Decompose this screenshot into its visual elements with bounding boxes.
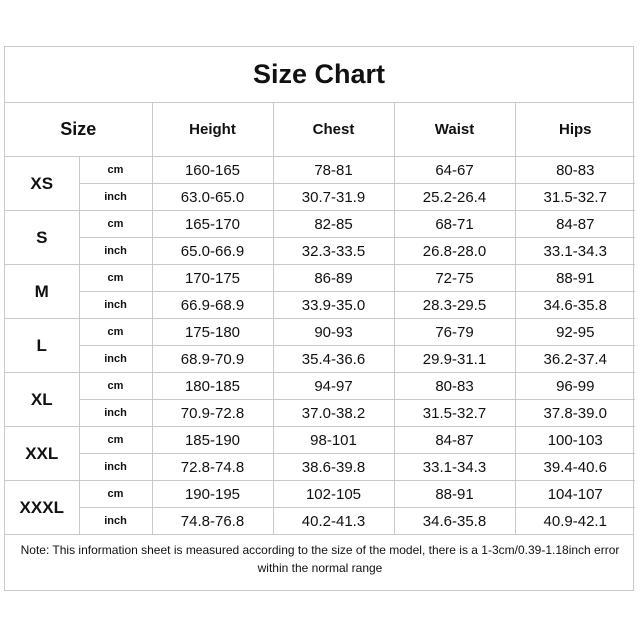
hips-value: 40.9-42.1: [515, 508, 635, 535]
unit-label: cm: [79, 157, 152, 184]
size-row-cm: [5, 265, 635, 292]
waist-value: 34.6-35.8: [394, 508, 515, 535]
height-value: 72.8-74.8: [152, 454, 273, 481]
height-value: 65.0-66.9: [152, 238, 273, 265]
waist-value: 68-71: [394, 211, 515, 238]
size-row-inch: [5, 184, 635, 211]
size-row-inch: [5, 508, 635, 535]
header-chest: Chest: [273, 103, 394, 157]
height-value: 185-190: [152, 427, 273, 454]
hips-value: 88-91: [515, 265, 635, 292]
hips-value: 31.5-32.7: [515, 184, 635, 211]
height-value: 68.9-70.9: [152, 346, 273, 373]
waist-value: 64-67: [394, 157, 515, 184]
size-label: XXL: [5, 427, 79, 481]
size-row-cm: [5, 211, 635, 238]
height-value: 160-165: [152, 157, 273, 184]
size-label: L: [5, 319, 79, 373]
waist-value: 33.1-34.3: [394, 454, 515, 481]
chest-value: 37.0-38.2: [273, 400, 394, 427]
height-value: 63.0-65.0: [152, 184, 273, 211]
unit-label: inch: [79, 184, 152, 211]
chest-value: 38.6-39.8: [273, 454, 394, 481]
size-label: XS: [5, 157, 79, 211]
size-row-inch: [5, 292, 635, 319]
hips-value: 92-95: [515, 319, 635, 346]
unit-label: cm: [79, 319, 152, 346]
waist-value: 26.8-28.0: [394, 238, 515, 265]
unit-label: cm: [79, 427, 152, 454]
chest-value: 30.7-31.9: [273, 184, 394, 211]
hips-value: 33.1-34.3: [515, 238, 635, 265]
chart-title: Size Chart: [5, 47, 633, 103]
size-label: XL: [5, 373, 79, 427]
height-value: 175-180: [152, 319, 273, 346]
chest-value: 82-85: [273, 211, 394, 238]
waist-value: 76-79: [394, 319, 515, 346]
size-row-cm: [5, 481, 635, 508]
unit-label: inch: [79, 508, 152, 535]
size-row-cm: [5, 157, 635, 184]
size-row-inch: [5, 238, 635, 265]
chest-value: 86-89: [273, 265, 394, 292]
hips-value: 104-107: [515, 481, 635, 508]
size-table: [5, 103, 635, 534]
size-label: M: [5, 265, 79, 319]
waist-value: 29.9-31.1: [394, 346, 515, 373]
height-value: 70.9-72.8: [152, 400, 273, 427]
waist-value: 25.2-26.4: [394, 184, 515, 211]
height-value: 180-185: [152, 373, 273, 400]
unit-label: inch: [79, 292, 152, 319]
size-label: S: [5, 211, 79, 265]
hips-value: 96-99: [515, 373, 635, 400]
size-row-inch: [5, 346, 635, 373]
waist-value: 28.3-29.5: [394, 292, 515, 319]
waist-value: 84-87: [394, 427, 515, 454]
unit-label: inch: [79, 454, 152, 481]
chest-value: 98-101: [273, 427, 394, 454]
size-row-cm: [5, 373, 635, 400]
header-waist: Waist: [394, 103, 515, 157]
unit-label: inch: [79, 346, 152, 373]
height-value: 170-175: [152, 265, 273, 292]
chest-value: 90-93: [273, 319, 394, 346]
hips-value: 39.4-40.6: [515, 454, 635, 481]
size-row-cm: [5, 427, 635, 454]
unit-label: inch: [79, 238, 152, 265]
hips-value: 84-87: [515, 211, 635, 238]
hips-value: 37.8-39.0: [515, 400, 635, 427]
chest-value: 32.3-33.5: [273, 238, 394, 265]
chest-value: 35.4-36.6: [273, 346, 394, 373]
size-chart-frame: [4, 46, 634, 591]
chest-value: 78-81: [273, 157, 394, 184]
unit-label: cm: [79, 211, 152, 238]
hips-value: 100-103: [515, 427, 635, 454]
waist-value: 72-75: [394, 265, 515, 292]
header-height: Height: [152, 103, 273, 157]
chest-value: 33.9-35.0: [273, 292, 394, 319]
note-text: Note: This information sheet is measured according to the size of the model, there is a 1-3cm/0.39-1.18inch error within the normal range: [5, 534, 633, 588]
hips-value: 36.2-37.4: [515, 346, 635, 373]
unit-label: cm: [79, 373, 152, 400]
height-value: 74.8-76.8: [152, 508, 273, 535]
hips-value: 80-83: [515, 157, 635, 184]
size-row-inch: [5, 400, 635, 427]
chest-value: 102-105: [273, 481, 394, 508]
chest-value: 40.2-41.3: [273, 508, 394, 535]
size-row-cm: [5, 319, 635, 346]
waist-value: 88-91: [394, 481, 515, 508]
height-value: 165-170: [152, 211, 273, 238]
unit-label: inch: [79, 400, 152, 427]
size-label: XXXL: [5, 481, 79, 535]
unit-label: cm: [79, 265, 152, 292]
header-size: Size: [5, 103, 152, 157]
unit-label: cm: [79, 481, 152, 508]
height-value: 66.9-68.9: [152, 292, 273, 319]
waist-value: 31.5-32.7: [394, 400, 515, 427]
size-row-inch: [5, 454, 635, 481]
hips-value: 34.6-35.8: [515, 292, 635, 319]
waist-value: 80-83: [394, 373, 515, 400]
height-value: 190-195: [152, 481, 273, 508]
header-row: [5, 103, 635, 157]
chest-value: 94-97: [273, 373, 394, 400]
header-hips: Hips: [515, 103, 635, 157]
size-table-body: [5, 157, 635, 535]
